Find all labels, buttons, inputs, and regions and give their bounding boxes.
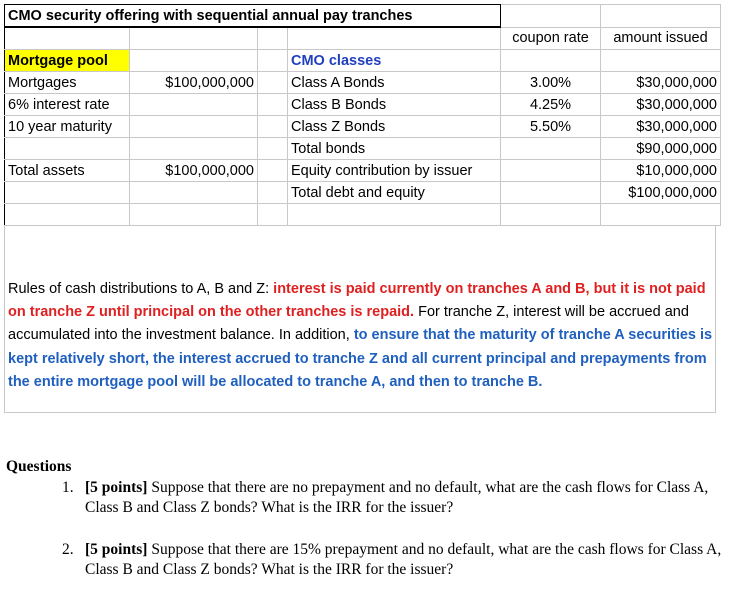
mortgages-label: Mortgages bbox=[5, 72, 130, 94]
distribution-rules bbox=[8, 278, 714, 394]
question-2-text: Suppose that there are 15% prepayment and no default, what are the cash flows for Class A, Class B and Class Z bonds? What is the IRR for the issuer? bbox=[85, 541, 722, 578]
total-bonds-amount: $90,000,000 bbox=[601, 138, 721, 160]
class-b-amount: $30,000,000 bbox=[601, 94, 721, 116]
questions-section bbox=[6, 458, 726, 580]
question-1-text: Suppose that there are no prepayment and no default, what are the cash flows for Class A, Class B and Class Z bonds? What is the IRR for the issuer? bbox=[85, 479, 709, 516]
mortgages-value: $100,000,000 bbox=[130, 72, 258, 94]
class-a-amount: $30,000,000 bbox=[601, 72, 721, 94]
questions-heading: Questions bbox=[6, 458, 72, 475]
total-bonds-label: Total bonds bbox=[288, 138, 501, 160]
sheet-title: CMO security offering with sequential annual pay tranches bbox=[5, 5, 501, 28]
total-assets-value: $100,000,000 bbox=[130, 160, 258, 182]
question-2 bbox=[6, 540, 726, 580]
total-debt-equity-amount: $100,000,000 bbox=[601, 182, 721, 204]
class-b-rate: 4.25% bbox=[501, 94, 601, 116]
maturity-label: 10 year maturity bbox=[5, 116, 130, 138]
class-z-label: Class Z Bonds bbox=[288, 116, 501, 138]
cmo-classes-label: CMO classes bbox=[288, 50, 501, 72]
interest-rate-label: 6% interest rate bbox=[5, 94, 130, 116]
coupon-rate-header: coupon rate bbox=[501, 27, 601, 50]
question-1-points: [5 points] bbox=[85, 479, 148, 496]
spreadsheet bbox=[4, 4, 721, 226]
rules-intro: Rules of cash distributions to A, B and Z: bbox=[8, 281, 274, 297]
question-1 bbox=[6, 478, 726, 518]
mortgage-pool-label: Mortgage pool bbox=[5, 50, 130, 72]
rules-red-text: interest is paid currently on tranches A and B, but it is not paid on tranche Z until principal on the other tranches is repaid. bbox=[8, 281, 706, 321]
cmo-table bbox=[4, 4, 721, 226]
class-a-label: Class A Bonds bbox=[288, 72, 501, 94]
total-assets-label: Total assets bbox=[5, 160, 130, 182]
total-debt-equity-label: Total debt and equity bbox=[288, 182, 501, 204]
equity-label: Equity contribution by issuer bbox=[288, 160, 501, 182]
rules-blue-text: to ensure that the maturity of tranche A securities is kept relatively short, the interest accrued to tranche Z and all current principal and prepayments from the entire mortgage pool will be allocated to tranche A, and then to tranche B. bbox=[8, 327, 713, 390]
class-z-rate: 5.50% bbox=[501, 116, 601, 138]
question-2-points: [5 points] bbox=[85, 541, 148, 558]
rules-middle: For tranche Z, interest will be accrued and accumulated into the investment balance. In addition, bbox=[8, 304, 689, 344]
equity-amount: $10,000,000 bbox=[601, 160, 721, 182]
question-2-number: 2. bbox=[62, 541, 74, 558]
class-b-label: Class B Bonds bbox=[288, 94, 501, 116]
question-1-number: 1. bbox=[62, 479, 74, 496]
class-z-amount: $30,000,000 bbox=[601, 116, 721, 138]
amount-issued-header: amount issued bbox=[601, 27, 721, 50]
class-a-rate: 3.00% bbox=[501, 72, 601, 94]
